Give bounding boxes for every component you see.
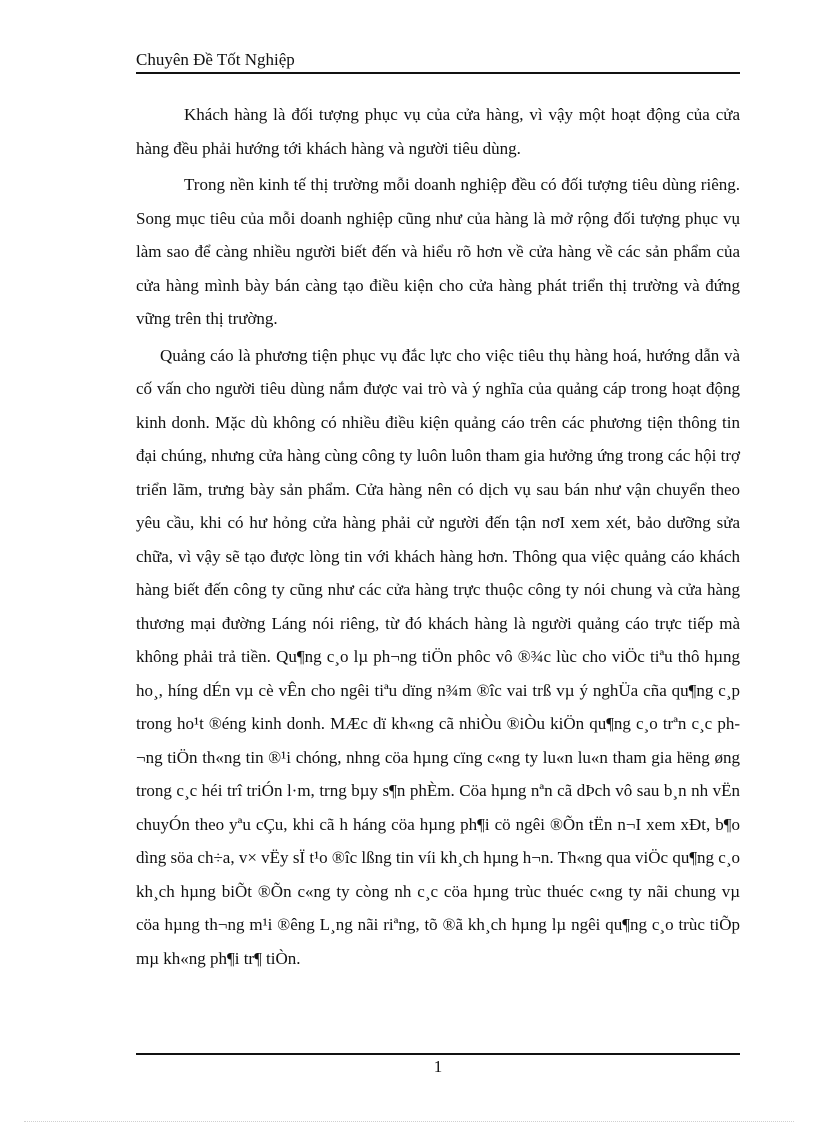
header-title: Chuyên Đề Tốt Nghiệp <box>136 50 295 69</box>
paragraph-customers: Khách hàng là đối tượng phục vụ của cửa hàng, vì vậy một hoạt động của cửa hàng đều phải hướng tới khách hàng và người tiêu dùng. <box>136 105 740 158</box>
page-bottom-dotted-edge <box>24 1121 794 1122</box>
document-body <box>136 98 740 975</box>
page-header <box>136 48 740 74</box>
page-number: 1 <box>433 1057 443 1076</box>
paragraph-market-economy: Trong nền kinh tế thị trường mỗi doanh nghiệp đều có đối tượng tiêu dùng riêng. Song mục tiêu của mỗi doanh nghiệp cũng như của hàng là mở rộng đối tượng phục vụ làm sao để càng nhiều người biết đến và hiểu rõ hơn về cửa hàng về các sản phẩm của cửa hàng mình bày bán càng tạo điều kiện cho cửa hàng phát triển thị trường và đứng vững trên thị trường. <box>136 175 740 328</box>
footer-divider <box>136 1053 740 1055</box>
paragraph-advertising: Quảng cáo là phương tiện phục vụ đắc lực cho việc tiêu thụ hàng hoá, hướng dẫn và cố vấn cho người tiêu dùng nắm được vai trò và ý nghĩa của quảng cáp trong hoạt động kinh donh. Mặc dù không có nhiều điều kiện quảng cáo trên các phương tiện thông tin đại chúng, nhưng cửa hàng cùng công ty luôn luôn tham gia hưởng ứng trong các hội trợ triển lãm, trưng bày sản phẩm. Cửa hàng nên có dịch vụ sau bán như vận chuyển theo yêu cầu, khi có hư hỏng cửa hàng phải cử người đến tận nơI xem xét, bảo dưỡng sửa chữa, vì vậy sẽ tạo được lòng tin với khách hàng hơn. Thông qua việc quảng cáo khách hàng biết đến công ty cũng như các cửa hàng trực thuộc công ty nói chung và cửa hàng thương mại đường Láng nói riêng, từ đó khách hàng là người quảng cáo trực tiếp mà không phải trả tiền. Qu¶ng c¸o lµ ph¬ng tiÖn phôc vô ®¾c lùc cho viÖc tiªu thô hµng ho¸, híng dÉn vµ cè vÊn cho ngêi tiªu dïng n¾m ®îc vai trß vµ ý nghÜa cña qu¶ng c¸p trong ho¹t ®éng kinh donh. MÆc dï kh«ng cã nhiÒu ®iÒu kiÖn qu¶ng c¸o trªn c¸c ph¬ng tiÖn th«ng tin ®¹i chóng, nhng cöa hµng cïng c«ng ty lu«n lu«n tham gia hëng øng trong c¸c héi trî triÓn l·m, trng bµy s¶n phÈm. Cöa hµng nªn cã dÞch vô sau b¸n nh vËn chuyÓn theo yªu cÇu, khi cã h háng cöa hµng ph¶i cö ngêi ®Õn tËn n¬I xem xÐt, b¶o dìng söa ch÷a, v× vËy sÏ t¹o ®îc lßng tin víi kh¸ch hµng h¬n. Th«ng qua viÖc qu¶ng c¸o kh¸ch hµng biÕt ®Õn c«ng ty còng nh c¸c cöa hµng trùc thuéc c«ng ty nãi chung vµ cöa hµng th¬ng m¹i ®êng L¸ng nãi riªng, tõ ®ã kh¸ch hµng lµ ngêi qu¶ng c¸o trùc tiÕp mµ kh«ng ph¶i tr¶ tiÒn. <box>136 345 740 968</box>
